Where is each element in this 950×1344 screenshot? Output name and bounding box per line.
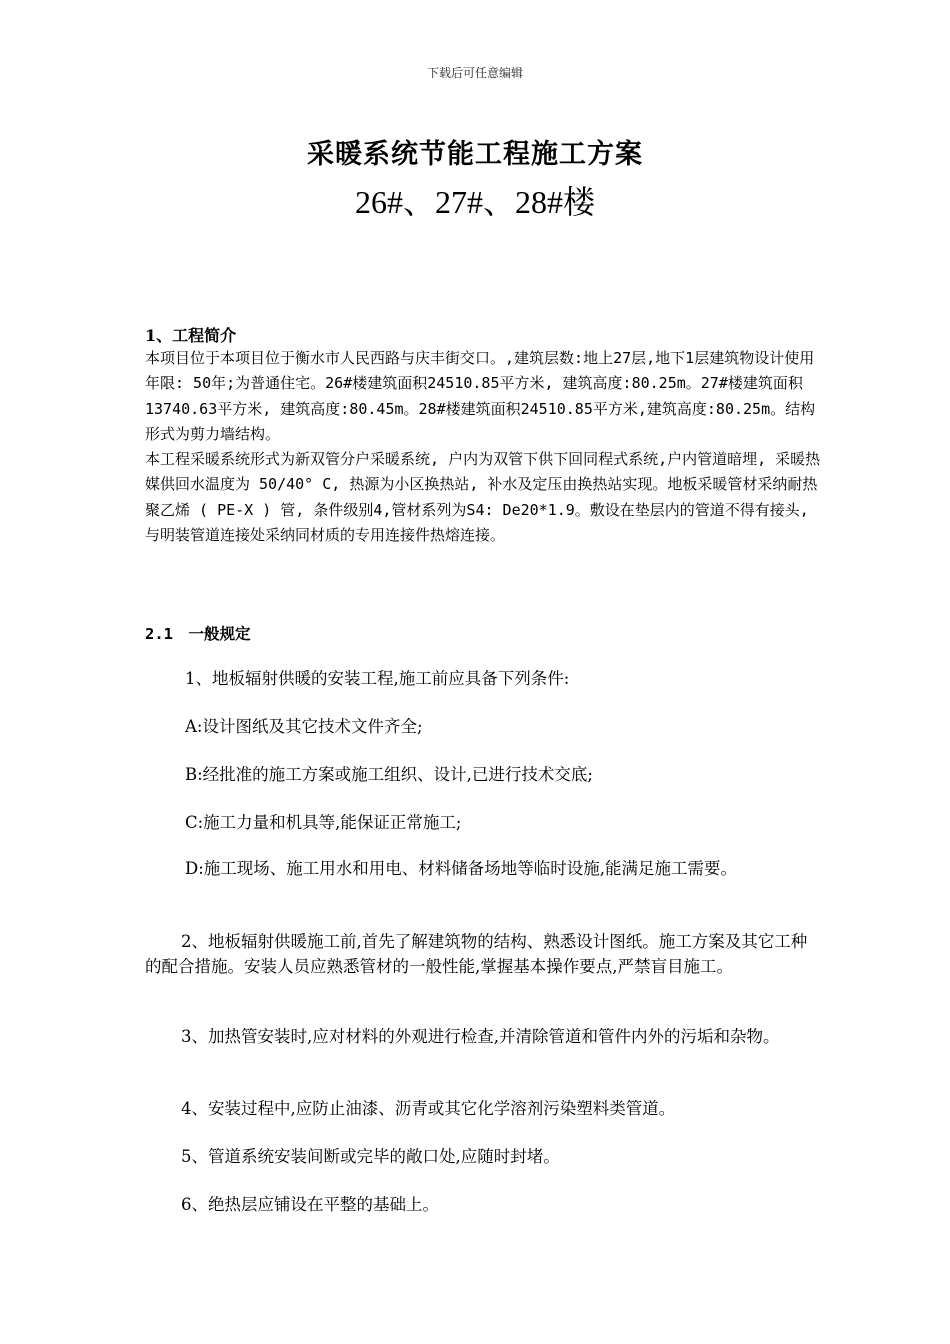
intro-paragraph-heating-system: 本工程采暖系统形式为新双管分户采暖系统, 户内为双管下供下回同程式系统,户内管道暗埋, 采暖热媒供回水温度为 50/40° C, 热源为小区换热站, 补水及定压由换热站实现。地板采暖管材采纳耐热聚乙烯 ( PE-X ) 管, 条件级别4,管材系列为S4: De20*1.9。敷设在垫层内的管道不得有接头, 与明装管道连接处采纳同材质的专用连接件热熔连接。: [145, 450, 821, 545]
rule-item-a: A:设计图纸及其它技术文件齐全;: [185, 717, 423, 736]
rule-item-c: C:施工力量和机具等,能保证正常施工;: [185, 813, 462, 832]
rule-item-5: 5、管道系统安装间断或完毕的敞口处,应随时封堵。: [181, 1147, 560, 1166]
section-2-1-heading: 2.1 一般规定: [145, 625, 251, 643]
intro-paragraph-project: 本项目位于本项目位于衡水市人民西路与庆丰街交口。,建筑层数:地上27层,地下1层建筑物设计使用年限: 50年;为普通住宅。26#楼建筑面积24510.85平方米, 建筑高度:80.25m。27#楼建筑面积13740.63平方米, 建筑高度:80.45m。28#楼建筑面积24510.85平方米,建筑高度:80.25m。结构形式为剪力墙结构。: [145, 349, 816, 443]
rule-item-1: 1、地板辐射供暖的安装工程,施工前应具备下列条件:: [185, 669, 570, 688]
rule-item-3: 3、加热管安装时,应对材料的外观进行检查,并清除管道和管件内外的污垢和杂物。: [181, 1027, 780, 1046]
document-title: 采暖系统节能工程施工方案: [307, 139, 643, 170]
rule-item-2: 2、地板辐射供暖施工前,首先了解建筑物的结构、熟悉设计图纸。施工方案及其它工种的配合措施。安装人员应熟悉管材的一般性能,掌握基本操作要点,严禁盲目施工。: [145, 932, 808, 976]
header-note: 下载后可任意编辑: [426, 66, 523, 80]
document-subtitle: 26#、27#、28#楼: [354, 184, 595, 220]
rule-item-d: D:施工现场、施工用水和用电、材料储备场地等临时设施,能满足施工需要。: [185, 859, 738, 878]
section-1-heading: 1、工程简介: [145, 326, 237, 345]
rule-item-4: 4、安装过程中,应防止油漆、沥青或其它化学溶剂污染塑料类管道。: [181, 1099, 676, 1118]
section-1-body: [145, 346, 825, 548]
rule-item-6: 6、绝热层应铺设在平整的基础上。: [181, 1195, 439, 1214]
rule-item-b: B:经批准的施工方案或施工组织、设计,已进行技术交底;: [185, 765, 593, 784]
